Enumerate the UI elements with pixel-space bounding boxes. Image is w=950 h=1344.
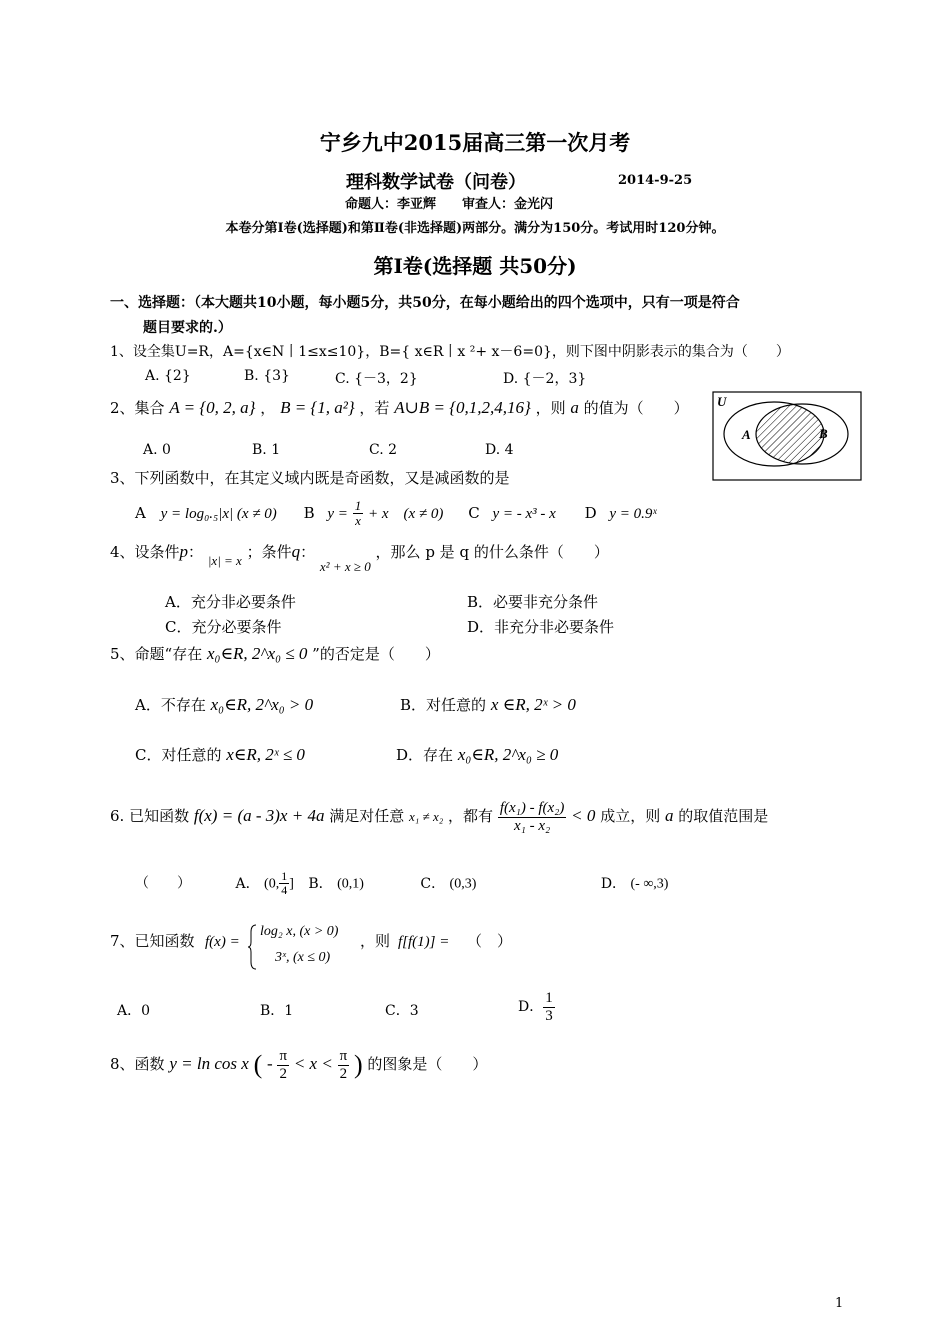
q8-dom-pre: -: [267, 1054, 273, 1073]
q5-option-c-pre: C．对任意的: [135, 746, 222, 764]
exam-date: 2014-9-25: [618, 173, 693, 188]
q2-option-d: D. 4: [485, 442, 514, 458]
q5-option-b: [400, 694, 576, 715]
q8-paren-right: ): [353, 1050, 363, 1079]
page-subtitle: 理科数学试卷（问卷）: [346, 172, 526, 193]
q4-post: ，那么 p 是 q 的什么条件（ ）: [375, 543, 609, 561]
q8-pre: 8、函数: [110, 1055, 165, 1073]
q6-paren: （ ）: [135, 875, 191, 892]
q6-option-d-expr: (- ∞,3): [630, 876, 669, 892]
page-number: 1: [835, 1296, 844, 1311]
q4-option-a: A．充分非必要条件: [165, 593, 296, 611]
q4-option-c: C．充分必要条件: [165, 618, 282, 636]
q7-option-d-den: 3: [545, 1007, 553, 1024]
q5-option-b-expr: x ∈R, 2ˣ > 0: [490, 695, 576, 714]
q8-paren-left: (: [253, 1050, 263, 1079]
exam-intro: 本卷分第Ⅰ卷(选择题)和第Ⅱ卷(非选择题)两部分。满分为150分。考试用时120分钟。: [225, 221, 725, 236]
q3-option-c-label: C: [468, 503, 480, 522]
q3-option-a-label: A: [135, 503, 146, 522]
q2-end: 的值为（ ）: [583, 399, 689, 417]
q1-option-d: D. {－2，3}: [503, 371, 587, 387]
q3-option-b-num: 1: [354, 498, 362, 513]
q8-post: 的图象是（ ）: [367, 1055, 488, 1073]
q6-end: 的取值范围是: [678, 807, 769, 825]
q2-sep: ，: [260, 399, 276, 417]
q6-option-c-label: C．: [420, 875, 446, 892]
exam-authors: 命题人：李亚辉 审查人：金光闪: [345, 197, 554, 212]
q1-option-a: A. {2}: [145, 368, 191, 384]
q8-dom-mid: < x <: [293, 1054, 333, 1073]
q3-option-d-expr: y = 0.9ˣ: [609, 505, 657, 522]
q8-dom-num-right: π: [339, 1048, 348, 1064]
q6-frac-den: x₁ - x₂: [513, 817, 551, 834]
q2-union: A∪B = {0,1,2,4,16}: [394, 398, 531, 417]
q1-stem: 1、设全集U=R，A={x∈N丨1≤x≤10}，B={ x∈R丨x ²+ x－6=0}，则下图中阴影表示的集合为（ ）: [110, 344, 790, 360]
q1-option-b: B. {3}: [244, 368, 290, 384]
q6-post: 成立，则: [600, 807, 661, 825]
q4-q: q: [291, 542, 301, 561]
section-instructions-1: 一、选择题：（本大题共10小题，每小题5分，共50分，在每小题给出的四个选项中，只有一项是符合: [110, 295, 740, 311]
q3-options: [135, 499, 657, 529]
q8-line: [110, 1048, 487, 1082]
q6-option-c-expr: (0,3): [449, 876, 477, 892]
q3-stem: 3、下列函数中，在其定义域内既是奇函数，又是减函数的是: [110, 469, 510, 487]
q7-option-a: A．0: [117, 1003, 151, 1019]
venn-label-u: U: [717, 394, 727, 409]
q6-line: [110, 800, 768, 834]
q8-dom-den-right: 2: [339, 1065, 348, 1082]
page-title: 宁乡九中2015届高三第一次月考: [319, 130, 631, 155]
q5-stem: [110, 643, 440, 664]
q7-option-d-frac: [543, 990, 555, 1024]
venn-label-b: B: [819, 426, 828, 441]
section-title: 第Ⅰ卷(选择题 共50分): [373, 254, 577, 278]
q7-mid: ，则: [360, 932, 391, 950]
q7-expr: f[f(1)] =: [398, 934, 450, 950]
q2-option-a: A. 0: [143, 442, 171, 458]
q5-option-d: [396, 744, 558, 765]
q4-colon-2: ：: [300, 543, 316, 561]
q5-option-d-pre: D．存在: [396, 746, 454, 764]
q6-pre: 6. 已知函数: [110, 807, 190, 825]
q7-func-lhs: f(x) =: [205, 934, 240, 950]
q6-mid: 满足对任意: [329, 807, 405, 825]
q5-option-c: [135, 744, 305, 765]
q5-option-a: [135, 694, 313, 715]
venn-label-a: A: [742, 427, 751, 442]
q4-cond-q: x² + x ≥ 0: [319, 559, 371, 574]
q2-line: [110, 397, 689, 418]
q6-option-a-frac: [279, 870, 289, 897]
q5-option-d-expr: x₀∈R, 2^x₀ ≥ 0: [457, 745, 559, 764]
q7-case-2: 3ˣ, (x ≤ 0): [275, 950, 331, 965]
q7-paren: （ ）: [467, 932, 513, 950]
q6-option-b-label: B．: [308, 875, 333, 892]
q2-mid: ，若: [359, 399, 390, 417]
q7-brace: [247, 924, 257, 970]
q4-option-d: D．非充分非必要条件: [467, 618, 615, 636]
q6-mid2: ，都有: [448, 807, 494, 825]
q5-stem-expr: x₀∈R, 2^x₀ ≤ 0: [207, 644, 308, 663]
q6-var: a: [664, 806, 674, 825]
q4-option-b: B．必要非充分条件: [467, 593, 599, 611]
q5-stem-pre: 5、命题“存在: [110, 645, 203, 663]
q7-option-d: [518, 990, 555, 1024]
q6-frac-num: f(x₁) - f(x₂): [499, 800, 565, 816]
venn-diagram: [712, 391, 862, 481]
q3-option-b-pre: y =: [327, 505, 348, 522]
q3-option-a-expr: y = log₀.₅|x| (x ≠ 0): [160, 505, 277, 522]
q4-cond-p: |x| = x: [207, 553, 242, 568]
q5-option-c-expr: x∈R, 2ˣ ≤ 0: [226, 745, 305, 764]
q8-dom-frac-left: [277, 1048, 289, 1082]
q7-option-d-num: 1: [545, 990, 553, 1006]
q5-option-a-expr: x₀∈R, 2^x₀ > 0: [210, 695, 314, 714]
q6-option-d-label: D．: [600, 875, 627, 892]
q3-option-b-den: x: [355, 513, 361, 529]
q3-option-b-post: + x (x ≠ 0): [367, 505, 444, 522]
q6-ineq: < 0: [571, 806, 596, 825]
q6-options: [135, 870, 668, 897]
q3-option-d-label: D: [584, 503, 597, 522]
q7-pre: 7、已知函数: [110, 932, 195, 950]
q4-p: p: [179, 542, 189, 561]
q4-pre: 4、设条件: [110, 543, 180, 561]
section-instructions-2: 题目要求的.）: [143, 320, 232, 336]
q6-option-a-den: 4: [281, 883, 288, 898]
q8-func: y = ln cos x: [169, 1054, 249, 1073]
q7-option-b: B．1: [260, 1003, 294, 1019]
q7-option-c: C．3: [385, 1003, 419, 1019]
q6-option-a-label: A．: [235, 875, 260, 892]
q7-case-1: log₂ x, (x > 0): [260, 924, 339, 939]
q6-cond: x₁ ≠ x₂: [409, 809, 444, 824]
q3-option-c-expr: y = - x³ - x: [492, 505, 556, 522]
q8-dom-frac-right: [338, 1048, 350, 1082]
q6-frac: [498, 800, 567, 834]
q4-colon-1: ：: [188, 543, 204, 561]
q2-post: ，则: [535, 399, 566, 417]
q5-option-b-pre: B．对任意的: [400, 696, 487, 714]
q2-pre: 2、集合: [110, 399, 165, 417]
q6-option-a-post: ]: [289, 876, 294, 892]
q6-option-a-pre: (0,: [264, 876, 280, 892]
q7-option-d-label: D．: [518, 999, 544, 1015]
q2-option-c: C. 2: [369, 442, 398, 458]
q2-set-b: B = {1, a²}: [280, 398, 355, 417]
q5-stem-post: ”的否定是（ ）: [312, 645, 440, 663]
q1-option-c: C. {－3，2}: [335, 371, 418, 387]
q5-option-a-pre: A．不存在: [135, 696, 206, 714]
q6-option-a-num: 1: [281, 869, 288, 883]
q2-option-b: B. 1: [252, 442, 281, 458]
q8-dom-num-left: π: [279, 1048, 288, 1064]
q4-line: [110, 541, 609, 574]
q4-mid: ；条件: [246, 543, 292, 561]
q2-set-a: A = {0, 2, a}: [169, 398, 256, 417]
q8-dom-den-left: 2: [279, 1065, 287, 1082]
q6-func: f(x) = (a - 3)x + 4a: [193, 806, 325, 825]
q3-option-b-frac: [353, 499, 364, 529]
q3-option-b-label: B: [303, 503, 315, 522]
q2-var: a: [570, 398, 579, 417]
q6-option-b-expr: (0,1): [337, 876, 364, 892]
